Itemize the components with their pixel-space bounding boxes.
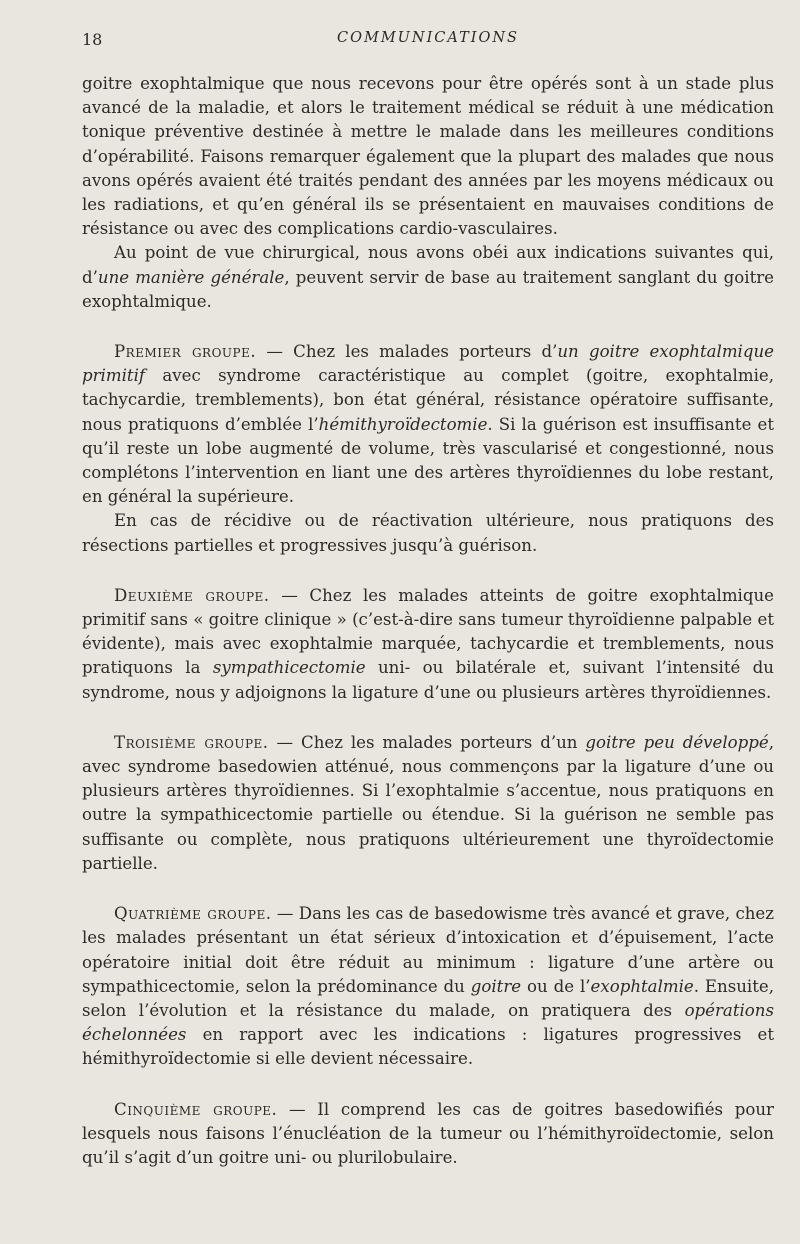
- page-number: 18: [82, 30, 103, 49]
- text-span: , peuvent servir de base au traitement sanglant du goitre exophtalmique.: [82, 267, 774, 311]
- text-span: — Chez les malades porteurs d’un: [268, 732, 586, 752]
- text-span: . Si la guérison est insuffisante et qu’il reste un lobe augmenté de volume, très vascularisé et congestionné, nous complétons l’intervention en liant une des artères thyroïdiennes du lobe restant, en général la supérieure.: [82, 414, 774, 507]
- paragraph-group-2: [82, 584, 774, 705]
- text-span: — Chez les malades porteurs d’: [256, 342, 558, 362]
- section-group-5: [82, 1098, 774, 1171]
- text-span: . Ensuite, selon l’évolution et la résistance du malade, on pratiquera des: [82, 976, 775, 1020]
- section-group-2: [82, 584, 774, 705]
- paragraph-group-4: [82, 902, 774, 1071]
- emphasis: sympathicectomie: [212, 658, 366, 678]
- text-span: ou de l’: [521, 976, 591, 996]
- section-group-3: [82, 731, 774, 876]
- group-heading: Premier groupe.: [114, 342, 257, 362]
- body-text: [82, 72, 774, 1170]
- text-span: — Dans les cas de basedowisme très avancé et grave, chez les malades présentant un état sérieux d’intoxication et d’épuisement, l’acte opératoire initial doit être réduit au minimum : ligature d’une artère ou sympathicectomie, selon la prédominance du: [82, 904, 774, 996]
- paragraph-group-1-recurrence: En cas de récidive ou de réactivation ultérieure, nous pratiquons des résections partielles et progressives jusqu’à guérison.: [82, 511, 774, 555]
- paragraph-continuation: goitre exophtalmique que nous recevons pour être opérés sont à un stade plus avancé de la maladie, et alors le traitement médical se réduit à une médication tonique préventive destinée à mettre le malade dans les meilleures conditions d’opérabilité. Faisons remarquer également que la plupart des malades que nous avons opérés avaient été traités pendant des années par les moyens médicaux ou les radiations, et qu’en général ils se présentaient en mauvaises conditions de résistance ou avec des complications cardio-vasculaires.: [82, 74, 774, 239]
- text-span: avec syndrome caractéristique au complet (goitre, exophtalmie, tachycardie, tremblements), bon état général, résistance opératoire suffisante, nous pratiquons d’emblée l’: [82, 366, 774, 434]
- running-head: COMMUNICATIONS: [337, 30, 519, 46]
- text-span: , avec syndrome basedowien atténué, nous commençons par la ligature d’une ou plusieurs artères thyroïdiennes. Si l’exophtalmie s’accentue, nous pratiquons en outre la sympathicectomie partielle ou étendue. Si la guérison ne semble pas suffisante ou complète, nous pratiquons ultérieurement une thyroïdectomie partielle.: [82, 732, 774, 873]
- group-heading: Troisième groupe.: [114, 732, 269, 752]
- paragraph-surgical-indications: [82, 241, 774, 314]
- group-heading: Quatrième groupe.: [114, 904, 272, 924]
- group-heading: Cinquième groupe.: [114, 1099, 278, 1119]
- paragraph-group-3: [82, 731, 774, 876]
- page-header: [82, 26, 774, 50]
- section-group-4: [82, 902, 774, 1071]
- text-span: uni- ou bilatérale et, suivant l’intensité du syndrome, nous y adjoignons la ligature d’une ou plusieurs artères thyroïdiennes.: [82, 658, 774, 702]
- section-group-1: [82, 340, 774, 558]
- group-heading: Deuxième groupe.: [114, 585, 270, 605]
- emphasis: hémithyroïdectomie: [318, 414, 488, 434]
- emphasis: une manière générale: [97, 267, 285, 287]
- text-span: Au point de vue chirurgical, nous avons obéi aux indications suivantes qui, d’: [82, 243, 774, 287]
- text-span: — Chez les malades atteints de goitre exophtalmique primitif sans « goitre clinique » (c’est-à-dire sans tumeur thyroïdienne palpable et évidente), mais avec exophtalmie marquée, tachycardie et tremblements, nous pratiquons la: [82, 585, 774, 678]
- paragraph-group-5: [82, 1098, 774, 1171]
- emphasis: goitre: [470, 976, 522, 996]
- text-span: — Il comprend les cas de goitres basedowifiés pour lesquels nous faisons l’énucléation de la tumeur ou l’hémithyroïdectomie, selon qu’il s’agit d’un goitre uni- ou plurilobulaire.: [82, 1099, 774, 1167]
- emphasis: un goitre exophtalmique primitif: [82, 342, 774, 386]
- paragraph-group-1: [82, 340, 774, 509]
- emphasis: exophtalmie: [590, 976, 694, 996]
- emphasis: opérations échelonnées: [82, 1000, 774, 1045]
- text-span: en rapport avec les indications : ligatures progressives et hémithyroïdectomie si elle devient nécessaire.: [82, 1025, 774, 1069]
- emphasis: goitre peu développé: [585, 732, 769, 752]
